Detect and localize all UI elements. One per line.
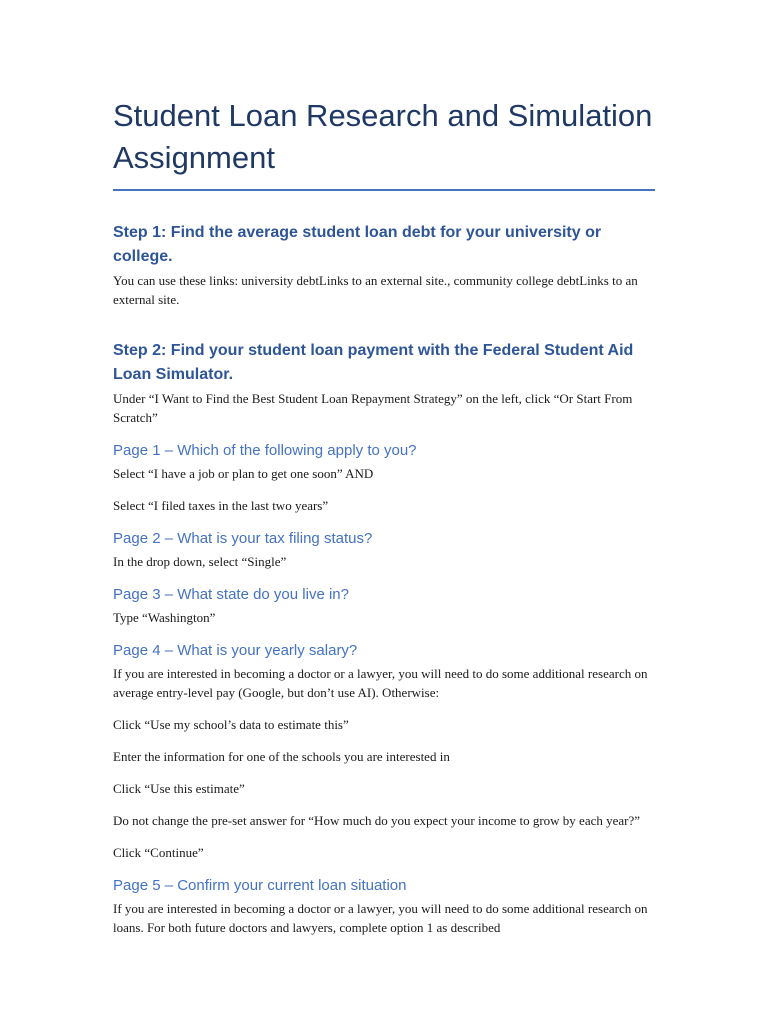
step2-body: Under “I Want to Find the Best Student Loan Repayment Strategy” on the left, click “Or Start From Scratch” (113, 391, 633, 425)
step2-heading: Step 2: Find your student loan payment with the Federal Student Aid Loan Simulator. (113, 342, 634, 383)
step1-body: You can use these links: university debtLinks to an external site., community college debtLinks to an external site. (113, 273, 638, 307)
page4-line-2: Click “Use my school’s data to estimate this” (113, 717, 349, 732)
page4-heading: Page 4 – What is your yearly salary? (113, 642, 358, 659)
page4-line-6: Click “Continue” (113, 845, 204, 860)
page4-line-5: Do not change the pre-set answer for “How much do you expect your income to grow by each year?” (113, 813, 641, 828)
page4-line-4: Click “Use this estimate” (113, 781, 245, 796)
step1-heading: Step 1: Find the average student loan debt for your university or college. (113, 224, 602, 265)
title-divider (113, 189, 655, 191)
page3-heading: Page 3 – What state do you live in? (113, 586, 349, 603)
document-title: Student Loan Research and Simulation Assignment (113, 98, 653, 175)
page1-line-2: Select “I filed taxes in the last two years” (113, 498, 329, 513)
page3-line-1: Type “Washington” (113, 610, 216, 625)
page5-heading: Page 5 – Confirm your current loan situation (113, 877, 407, 894)
document-content (113, 95, 658, 937)
page1-heading: Page 1 – Which of the following apply to you? (113, 442, 417, 459)
page1-line-1: Select “I have a job or plan to get one soon” AND (113, 466, 374, 481)
page4-line-1: If you are interested in becoming a doctor or a lawyer, you will need to do some additional research on average entry-level pay (Google, but don’t use AI). Otherwise: (113, 666, 648, 700)
page5-line-1: If you are interested in becoming a doctor or a lawyer, you will need to do some additional research on loans. For both future doctors and lawyers, complete option 1 as described (113, 901, 648, 935)
page4-line-3: Enter the information for one of the schools you are interested in (113, 749, 450, 764)
page2-heading: Page 2 – What is your tax filing status? (113, 530, 373, 547)
page2-line-1: In the drop down, select “Single” (113, 554, 287, 569)
